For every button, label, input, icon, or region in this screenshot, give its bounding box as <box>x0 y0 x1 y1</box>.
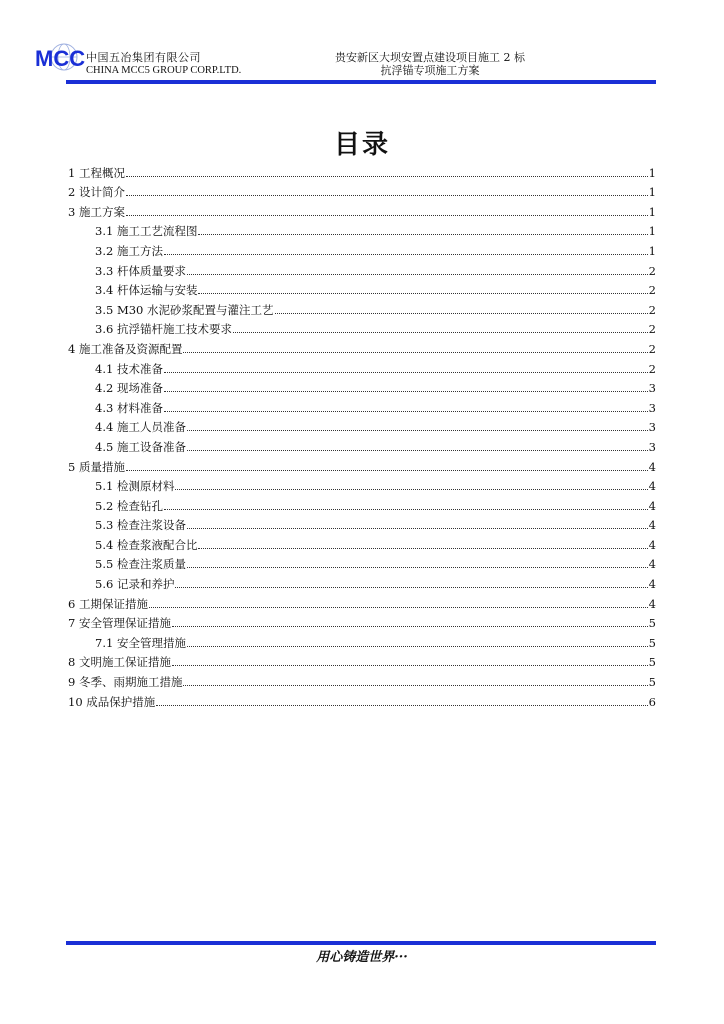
toc-entry-page: 4 <box>648 537 656 552</box>
toc-dot-leader <box>183 685 647 686</box>
toc-entry[interactable] <box>68 160 656 180</box>
toc-entry-label: 4.4 施工人员准备 <box>95 420 186 435</box>
toc-dot-leader <box>187 450 648 451</box>
mcc-logo <box>34 42 94 72</box>
toc-entry-page: 5 <box>648 655 656 670</box>
toc-dot-leader <box>198 234 647 235</box>
page-title: 目录 <box>333 130 390 160</box>
toc-entry-label: 3.3 杆体质量要求 <box>95 263 186 278</box>
toc-entry[interactable] <box>68 552 656 572</box>
toc-entry[interactable] <box>68 376 656 396</box>
toc-dot-leader <box>275 313 648 314</box>
toc-dot-leader <box>198 293 647 294</box>
toc-entry-page: 4 <box>648 557 656 572</box>
toc-entry-page: 1 <box>648 204 656 219</box>
toc-dot-leader <box>126 215 648 216</box>
toc-entry[interactable] <box>68 532 656 552</box>
toc-entry-label: 2 设计简介 <box>68 185 125 200</box>
toc-entry-page: 4 <box>648 596 656 611</box>
project-title-line1: 贵安新区大坝安置点建设项目施工 2 标 <box>335 51 525 64</box>
toc-entry-label: 10 成品保护措施 <box>68 694 156 709</box>
project-title <box>300 51 560 77</box>
toc-entry[interactable] <box>68 689 656 709</box>
toc-entry-page: 2 <box>648 302 656 317</box>
toc-entry-label: 3.6 抗浮锚杆施工技术要求 <box>95 322 232 337</box>
toc-entry-label: 9 冬季、雨期施工措施 <box>68 675 183 690</box>
project-title-line2: 抗浮锚专项施工方案 <box>380 64 480 77</box>
toc-entry-page: 2 <box>648 341 656 356</box>
toc-entry-page: 1 <box>648 165 656 180</box>
toc-entry-page: 4 <box>648 518 656 533</box>
toc-entry-label: 4 施工准备及资源配置 <box>68 341 183 356</box>
toc-entry-page: 4 <box>648 479 656 494</box>
toc-entry[interactable] <box>68 454 656 474</box>
toc-entry-page: 5 <box>648 675 656 690</box>
toc-dot-leader <box>126 195 648 196</box>
toc-entry-page: 1 <box>648 185 656 200</box>
toc-entry[interactable] <box>68 415 656 435</box>
svg-text:MCC: MCC <box>35 46 86 71</box>
toc-dot-leader <box>126 176 648 177</box>
toc-entry[interactable] <box>68 278 656 298</box>
toc-entry[interactable] <box>68 395 656 415</box>
table-of-contents <box>68 160 656 709</box>
toc-entry-label: 4.2 现场准备 <box>95 381 163 396</box>
footer-slogan: 用心铸造世界··· <box>316 950 408 965</box>
toc-dot-leader <box>164 372 648 373</box>
toc-entry[interactable] <box>68 650 656 670</box>
toc-dot-leader <box>187 528 648 529</box>
header-rule <box>66 80 656 84</box>
toc-entry-label: 4.3 材料准备 <box>95 400 163 415</box>
toc-entry-label: 3.1 施工工艺流程图 <box>95 224 198 239</box>
toc-entry-label: 1 工程概况 <box>68 165 125 180</box>
toc-entry-label: 7 安全管理保证措施 <box>68 616 171 631</box>
toc-dot-leader <box>164 509 648 510</box>
toc-entry-page: 3 <box>648 439 656 454</box>
toc-entry[interactable] <box>68 180 656 200</box>
toc-entry[interactable] <box>68 669 656 689</box>
toc-entry[interactable] <box>68 219 656 239</box>
toc-entry-label: 8 文明施工保证措施 <box>68 655 171 670</box>
toc-entry-page: 2 <box>648 322 656 337</box>
toc-entry-page: 4 <box>648 498 656 513</box>
toc-entry-label: 5.4 检查浆液配合比 <box>95 537 198 552</box>
toc-dot-leader <box>172 665 648 666</box>
toc-entry[interactable] <box>68 513 656 533</box>
toc-entry-page: 3 <box>648 381 656 396</box>
company-name <box>86 51 241 77</box>
toc-dot-leader <box>172 626 648 627</box>
toc-entry-label: 5 质量措施 <box>68 459 125 474</box>
toc-entry[interactable] <box>68 493 656 513</box>
toc-dot-leader <box>187 430 648 431</box>
toc-entry[interactable] <box>68 238 656 258</box>
toc-dot-leader <box>175 587 647 588</box>
toc-entry[interactable] <box>68 258 656 278</box>
toc-entry-label: 5.3 检查注浆设备 <box>95 518 186 533</box>
toc-entry-label: 7.1 安全管理措施 <box>95 635 186 650</box>
toc-entry-page: 2 <box>648 361 656 376</box>
toc-entry-label: 5.6 记录和养护 <box>95 577 175 592</box>
toc-entry-label: 4.1 技术准备 <box>95 361 163 376</box>
company-name-cn: 中国五冶集团有限公司 <box>86 51 201 64</box>
toc-entry[interactable] <box>68 611 656 631</box>
footer-rule <box>66 941 656 945</box>
toc-entry-label: 5.2 检查钻孔 <box>95 498 163 513</box>
toc-dot-leader <box>164 391 648 392</box>
toc-entry[interactable] <box>68 297 656 317</box>
toc-entry[interactable] <box>68 591 656 611</box>
toc-entry[interactable] <box>68 317 656 337</box>
toc-entry-label: 5.5 检查注浆质量 <box>95 557 186 572</box>
toc-entry-label: 6 工期保证措施 <box>68 596 148 611</box>
toc-dot-leader <box>149 607 648 608</box>
company-name-en: CHINA MCC5 GROUP CORP.LTD. <box>86 65 242 76</box>
toc-entry-page: 5 <box>648 635 656 650</box>
toc-entry-page: 2 <box>648 263 656 278</box>
toc-dot-leader <box>187 646 648 647</box>
toc-entry[interactable] <box>68 474 656 494</box>
toc-entry-page: 2 <box>648 283 656 298</box>
toc-entry-page: 3 <box>648 400 656 415</box>
toc-entry-label: 5.1 检测原材料 <box>95 479 175 494</box>
toc-dot-leader <box>198 548 647 549</box>
toc-entry-page: 1 <box>648 243 656 258</box>
toc-dot-leader <box>187 567 648 568</box>
toc-entry[interactable] <box>68 434 656 454</box>
toc-entry-label: 4.5 施工设备准备 <box>95 439 186 454</box>
toc-dot-leader <box>164 411 648 412</box>
toc-dot-leader <box>175 489 647 490</box>
toc-entry-label: 3.2 施工方法 <box>95 243 163 258</box>
toc-dot-leader <box>156 705 647 706</box>
toc-dot-leader <box>233 332 648 333</box>
toc-entry-page: 6 <box>648 694 656 709</box>
toc-entry[interactable] <box>68 356 656 376</box>
toc-entry-page: 1 <box>648 224 656 239</box>
toc-entry-label: 3 施工方案 <box>68 204 125 219</box>
toc-dot-leader <box>187 274 648 275</box>
toc-dot-leader <box>126 470 648 471</box>
toc-dot-leader <box>183 352 647 353</box>
toc-entry-page: 5 <box>648 616 656 631</box>
toc-entry-page: 4 <box>648 459 656 474</box>
toc-entry[interactable] <box>68 336 656 356</box>
toc-entry[interactable] <box>68 199 656 219</box>
toc-dot-leader <box>164 254 648 255</box>
toc-entry[interactable] <box>68 571 656 591</box>
toc-entry[interactable] <box>68 630 656 650</box>
toc-entry-label: 3.5 M30 水泥砂浆配置与灌注工艺 <box>95 302 274 317</box>
toc-entry-page: 3 <box>648 420 656 435</box>
toc-entry-page: 4 <box>648 577 656 592</box>
toc-entry-label: 3.4 杆体运输与安装 <box>95 283 198 298</box>
